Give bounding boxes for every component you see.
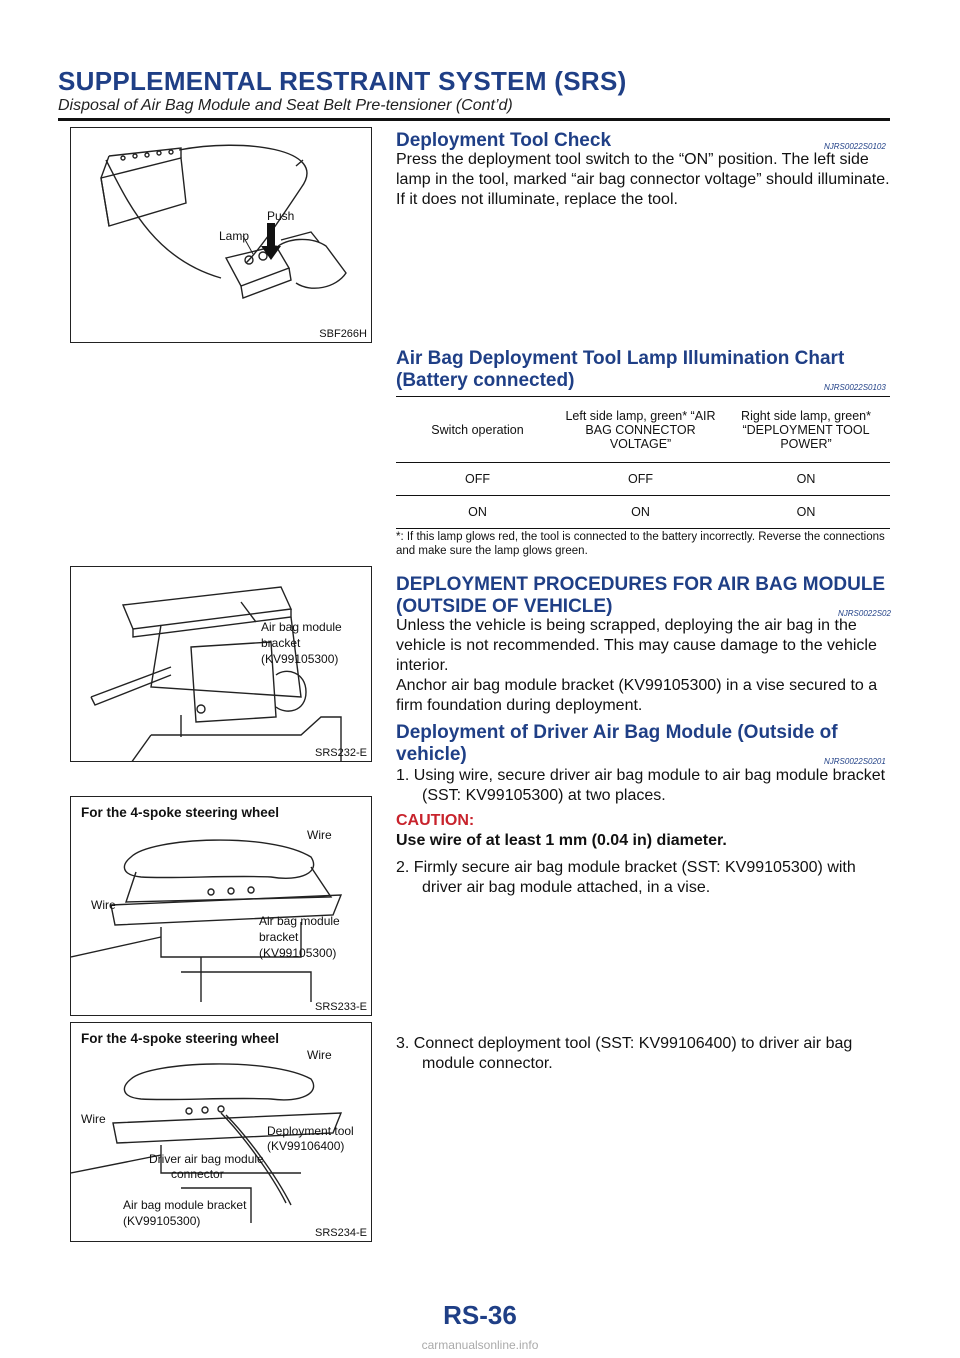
procedures-para-2: Anchor air bag module bracket (KV99105300) in a vise secured to a firm foundation during deployment.	[396, 677, 878, 714]
fig3-title: For the 4-spoke steering wheel	[81, 805, 280, 820]
figure-tool-connect	[70, 1022, 372, 1242]
header-rule	[58, 118, 890, 121]
fig4-wire-2: Wire	[81, 1112, 106, 1126]
figure-id: SRS233-E	[315, 1001, 367, 1013]
fig4-bracket-1: Air bag module bracket	[123, 1198, 247, 1212]
heading-lamp-chart-sub: (Battery connected)	[396, 370, 575, 391]
figure-id: SRS234-E	[315, 1227, 367, 1239]
figure-illustration	[71, 128, 372, 343]
figure-illustration	[71, 567, 372, 762]
fig1-push-label: Push	[267, 209, 295, 223]
table-row	[396, 496, 890, 529]
ref-code: NJRS0022S0102	[824, 142, 886, 151]
table-cell: ON	[796, 472, 816, 486]
table-header-cell: Right side lamp, green* “DEPLOYMENT TOOL POWER”	[741, 408, 871, 451]
fig3-label-2: bracket	[259, 930, 299, 944]
fig4-title: For the 4-spoke steering wheel	[81, 1031, 280, 1046]
figure-wire-secure	[70, 796, 372, 1016]
table-header-row	[396, 397, 890, 463]
fig2-label-1: Air bag module	[261, 620, 342, 634]
figure-illustration	[71, 797, 372, 1016]
driver-step-2: 2. Firmly secure air bag module bracket (SST: KV99105300) with driver air bag module attached, in a vise.	[396, 859, 856, 896]
site-watermark: carmanualsonline.info	[421, 1338, 539, 1352]
heading-deployment-procedures-sub: (OUTSIDE OF VEHICLE)	[396, 596, 613, 617]
page-header-title: SUPPLEMENTAL RESTRAINT SYSTEM (SRS)	[58, 66, 627, 96]
heading-deployment-procedures: DEPLOYMENT PROCEDURES FOR AIR BAG MODULE	[396, 574, 886, 595]
table-row	[396, 463, 890, 496]
ref-code: NJRS0022S02	[838, 609, 891, 618]
fig4-conn-2: connector	[171, 1167, 224, 1181]
table-cell: ON	[631, 505, 650, 519]
table-cell: OFF	[628, 472, 654, 486]
table-header-cell: Switch operation	[431, 422, 524, 437]
fig3-wire-2: Wire	[91, 898, 116, 912]
fig3-wire-1: Wire	[307, 828, 332, 842]
figure-illustration	[71, 1023, 372, 1242]
page-number: RS-36	[443, 1300, 517, 1330]
procedures-para-1: Unless the vehicle is being scrapped, deploying the air bag in the vehicle is not recommended. This may cause damage to the vehicle interior.	[396, 617, 877, 674]
page-header-subtitle: Disposal of Air Bag Module and Seat Belt Pre-tensioner (Cont’d)	[58, 97, 513, 114]
fig4-wire-1: Wire	[307, 1048, 332, 1062]
fig3-label-1: Air bag module	[259, 914, 340, 928]
fig4-tool-1: Deployment tool	[267, 1124, 354, 1138]
figure-id: SRS232-E	[315, 747, 367, 759]
fig2-label-3: (KV99105300)	[261, 652, 339, 666]
table-header-cell: Left side lamp, green* “AIR BAG CONNECTOR VOLTAGE”	[565, 408, 716, 451]
fig1-lamp-label: Lamp	[219, 229, 250, 243]
driver-step-1: 1. Using wire, secure driver air bag module to air bag module bracket (SST: KV99105300) at two places.	[396, 767, 886, 804]
heading-lamp-chart: Air Bag Deployment Tool Lamp Illumination Chart	[396, 348, 845, 369]
figure-vise-bracket	[70, 566, 372, 762]
fig4-tool-2: (KV99106400)	[267, 1139, 345, 1153]
fig4-conn-1: Driver air bag module	[149, 1152, 264, 1166]
heading-driver-airbag-sub: vehicle)	[396, 744, 467, 765]
caution-text: Use wire of at least 1 mm (0.04 in) diameter.	[396, 832, 727, 849]
ref-code: NJRS0022S0103	[824, 383, 886, 392]
figure-deployment-tool-check	[70, 127, 372, 343]
lamp-illumination-table	[396, 396, 890, 529]
caution-label: CAUTION:	[396, 812, 475, 829]
fig4-bracket-2: (KV99105300)	[123, 1214, 201, 1228]
table-cell: OFF	[465, 472, 490, 486]
heading-driver-airbag: Deployment of Driver Air Bag Module (Outside of	[396, 722, 838, 743]
figure-id: SBF266H	[319, 328, 367, 340]
table-cell: ON	[468, 505, 487, 519]
fig3-label-3: (KV99105300)	[259, 946, 337, 960]
ref-code: NJRS0022S0201	[824, 757, 886, 766]
fig2-label-2: bracket	[261, 636, 301, 650]
heading-deployment-tool-check: Deployment Tool Check	[396, 130, 612, 151]
driver-step-3: 3. Connect deployment tool (SST: KV99106400) to driver air bag module connector.	[396, 1035, 853, 1072]
table-footnote: *: If this lamp glows red, the tool is connected to the battery incorrectly. Reverse the connections and make sure the lamp glows green.	[396, 531, 885, 557]
table-cell: ON	[796, 505, 816, 519]
tool-check-body: Press the deployment tool switch to the “ON” position. The left side lamp in the tool, marked “air bag connector voltage” should illuminate. If it does not illuminate, replace the tool.	[396, 151, 890, 208]
